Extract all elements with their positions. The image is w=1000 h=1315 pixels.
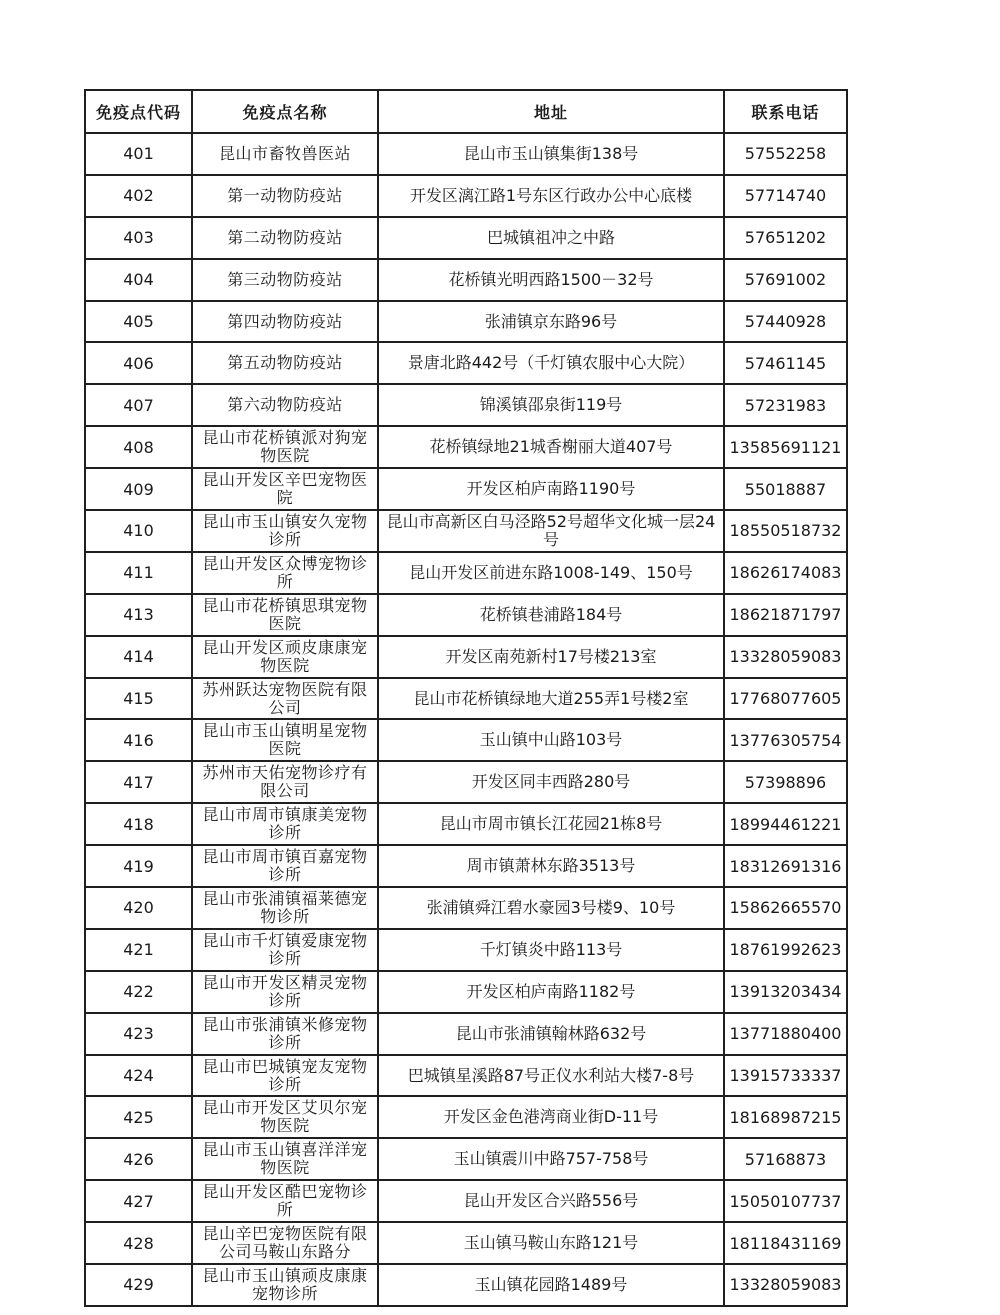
cell-code: 405 [85, 301, 192, 343]
cell-phone: 18994461221 [724, 803, 847, 845]
cell-name: 昆山市周市镇康美宠物诊所 [192, 803, 378, 845]
header-phone: 联系电话 [724, 90, 847, 133]
table-row [85, 636, 847, 678]
table-row [85, 887, 847, 929]
table-row [85, 301, 847, 343]
table-row [85, 217, 847, 259]
table-header [85, 90, 847, 133]
cell-name: 昆山市花桥镇思琪宠物医院 [192, 594, 378, 636]
cell-phone: 13771880400 [724, 1013, 847, 1055]
cell-name: 昆山开发区辛巴宠物医院 [192, 468, 378, 510]
cell-phone: 57714740 [724, 175, 847, 217]
table-row [85, 1222, 847, 1264]
cell-address: 锦溪镇邵泉街119号 [378, 384, 724, 426]
cell-address: 开发区同丰西路280号 [378, 761, 724, 803]
table-row [85, 259, 847, 301]
cell-phone: 18761992623 [724, 929, 847, 971]
cell-code: 429 [85, 1264, 192, 1306]
cell-phone: 18168987215 [724, 1096, 847, 1138]
cell-name: 第五动物防疫站 [192, 342, 378, 384]
table-row [85, 803, 847, 845]
header-code: 免疫点代码 [85, 90, 192, 133]
cell-code: 420 [85, 887, 192, 929]
table-row [85, 1264, 847, 1306]
cell-code: 408 [85, 426, 192, 468]
table-row [85, 929, 847, 971]
cell-phone: 57168873 [724, 1138, 847, 1180]
cell-address: 昆山市高新区白马泾路52号超华文化城一层24号 [378, 510, 724, 552]
cell-phone: 57398896 [724, 761, 847, 803]
cell-phone: 15050107737 [724, 1180, 847, 1222]
cell-phone: 18312691316 [724, 845, 847, 887]
cell-name: 昆山辛巴宠物医院有限公司马鞍山东路分 [192, 1222, 378, 1264]
cell-phone: 17768077605 [724, 678, 847, 720]
cell-name: 第一动物防疫站 [192, 175, 378, 217]
cell-address: 开发区南苑新村17号楼213室 [378, 636, 724, 678]
cell-code: 422 [85, 971, 192, 1013]
header-address: 地址 [378, 90, 724, 133]
cell-code: 427 [85, 1180, 192, 1222]
cell-address: 玉山镇中山路103号 [378, 719, 724, 761]
cell-phone: 18626174083 [724, 552, 847, 594]
table-row [85, 552, 847, 594]
cell-code: 411 [85, 552, 192, 594]
cell-phone: 13328059083 [724, 1264, 847, 1306]
cell-code: 418 [85, 803, 192, 845]
cell-phone: 18621871797 [724, 594, 847, 636]
cell-code: 413 [85, 594, 192, 636]
cell-name: 昆山市张浦镇福莱德宠物诊所 [192, 887, 378, 929]
cell-address: 景唐北路442号（千灯镇农服中心大院） [378, 342, 724, 384]
cell-phone: 57440928 [724, 301, 847, 343]
table-row [85, 678, 847, 720]
cell-address: 开发区柏庐南路1190号 [378, 468, 724, 510]
cell-address: 巴城镇祖冲之中路 [378, 217, 724, 259]
table-row [85, 342, 847, 384]
cell-name: 昆山市张浦镇米修宠物诊所 [192, 1013, 378, 1055]
cell-phone: 18550518732 [724, 510, 847, 552]
cell-name: 昆山市玉山镇喜洋洋宠物医院 [192, 1138, 378, 1180]
cell-name: 昆山市开发区艾贝尔宠物医院 [192, 1096, 378, 1138]
cell-code: 404 [85, 259, 192, 301]
cell-address: 花桥镇光明西路1500－32号 [378, 259, 724, 301]
cell-address: 昆山开发区前进东路1008-149、150号 [378, 552, 724, 594]
cell-address: 千灯镇炎中路113号 [378, 929, 724, 971]
cell-name: 昆山市玉山镇明星宠物医院 [192, 719, 378, 761]
cell-phone: 15862665570 [724, 887, 847, 929]
cell-name: 昆山开发区顽皮康康宠物医院 [192, 636, 378, 678]
cell-code: 424 [85, 1055, 192, 1097]
cell-code: 421 [85, 929, 192, 971]
cell-phone: 13776305754 [724, 719, 847, 761]
header-row [85, 90, 847, 133]
cell-name: 第六动物防疫站 [192, 384, 378, 426]
cell-phone: 18118431169 [724, 1222, 847, 1264]
cell-address: 开发区漓江路1号东区行政办公中心底楼 [378, 175, 724, 217]
cell-name: 昆山市玉山镇安久宠物诊所 [192, 510, 378, 552]
cell-address: 开发区金色港湾商业街D-11号 [378, 1096, 724, 1138]
cell-name: 第二动物防疫站 [192, 217, 378, 259]
cell-address: 昆山市花桥镇绿地大道255弄1号楼2室 [378, 678, 724, 720]
cell-name: 昆山开发区酷巴宠物诊所 [192, 1180, 378, 1222]
cell-phone: 57691002 [724, 259, 847, 301]
table-row [85, 1180, 847, 1222]
cell-name: 昆山市千灯镇爱康宠物诊所 [192, 929, 378, 971]
cell-name: 昆山市花桥镇派对狗宠物医院 [192, 426, 378, 468]
cell-code: 414 [85, 636, 192, 678]
cell-phone: 57231983 [724, 384, 847, 426]
cell-address: 玉山镇花园路1489号 [378, 1264, 724, 1306]
cell-phone: 57461145 [724, 342, 847, 384]
cell-address: 周市镇萧林东路3513号 [378, 845, 724, 887]
table-row [85, 175, 847, 217]
cell-address: 玉山镇震川中路757-758号 [378, 1138, 724, 1180]
cell-address: 巴城镇星溪路87号正仪水利站大楼7-8号 [378, 1055, 724, 1097]
cell-code: 428 [85, 1222, 192, 1264]
cell-code: 407 [85, 384, 192, 426]
cell-name: 昆山市畜牧兽医站 [192, 133, 378, 175]
cell-phone: 55018887 [724, 468, 847, 510]
cell-name: 苏州跃达宠物医院有限公司 [192, 678, 378, 720]
cell-code: 410 [85, 510, 192, 552]
cell-code: 406 [85, 342, 192, 384]
cell-code: 416 [85, 719, 192, 761]
cell-address: 开发区柏庐南路1182号 [378, 971, 724, 1013]
cell-name: 昆山市周市镇百嘉宠物诊所 [192, 845, 378, 887]
cell-address: 昆山市周市镇长江花园21栋8号 [378, 803, 724, 845]
cell-phone: 13328059083 [724, 636, 847, 678]
cell-code: 402 [85, 175, 192, 217]
table-row [85, 761, 847, 803]
cell-code: 423 [85, 1013, 192, 1055]
cell-name: 昆山市巴城镇宠友宠物诊所 [192, 1055, 378, 1097]
cell-name: 昆山市开发区精灵宠物诊所 [192, 971, 378, 1013]
cell-address: 昆山开发区合兴路556号 [378, 1180, 724, 1222]
table-row [85, 133, 847, 175]
cell-code: 401 [85, 133, 192, 175]
table-row [85, 1055, 847, 1097]
table-row [85, 510, 847, 552]
cell-address: 张浦镇京东路96号 [378, 301, 724, 343]
table-row [85, 468, 847, 510]
cell-code: 417 [85, 761, 192, 803]
cell-address: 花桥镇绿地21城香榭丽大道407号 [378, 426, 724, 468]
table-row [85, 426, 847, 468]
table-row [85, 845, 847, 887]
cell-name: 苏州市天佑宠物诊疗有限公司 [192, 761, 378, 803]
table-row [85, 971, 847, 1013]
vaccination-points-table [84, 89, 848, 1307]
table-body [85, 133, 847, 1306]
cell-phone: 13585691121 [724, 426, 847, 468]
cell-address: 张浦镇舜江碧水豪园3号楼9、10号 [378, 887, 724, 929]
cell-address: 昆山市玉山镇集街138号 [378, 133, 724, 175]
table-row [85, 719, 847, 761]
table-row [85, 384, 847, 426]
cell-code: 425 [85, 1096, 192, 1138]
table-row [85, 1096, 847, 1138]
cell-address: 玉山镇马鞍山东路121号 [378, 1222, 724, 1264]
cell-name: 昆山开发区众博宠物诊所 [192, 552, 378, 594]
cell-code: 419 [85, 845, 192, 887]
cell-address: 昆山市张浦镇翰林路632号 [378, 1013, 724, 1055]
cell-name: 昆山市玉山镇顽皮康康宠物诊所 [192, 1264, 378, 1306]
cell-code: 415 [85, 678, 192, 720]
cell-code: 403 [85, 217, 192, 259]
cell-name: 第四动物防疫站 [192, 301, 378, 343]
cell-code: 426 [85, 1138, 192, 1180]
table-row [85, 594, 847, 636]
cell-phone: 13915733337 [724, 1055, 847, 1097]
cell-phone: 57552258 [724, 133, 847, 175]
cell-phone: 13913203434 [724, 971, 847, 1013]
cell-phone: 57651202 [724, 217, 847, 259]
table-row [85, 1013, 847, 1055]
table-row [85, 1138, 847, 1180]
cell-name: 第三动物防疫站 [192, 259, 378, 301]
header-name: 免疫点名称 [192, 90, 378, 133]
cell-code: 409 [85, 468, 192, 510]
cell-address: 花桥镇巷浦路184号 [378, 594, 724, 636]
